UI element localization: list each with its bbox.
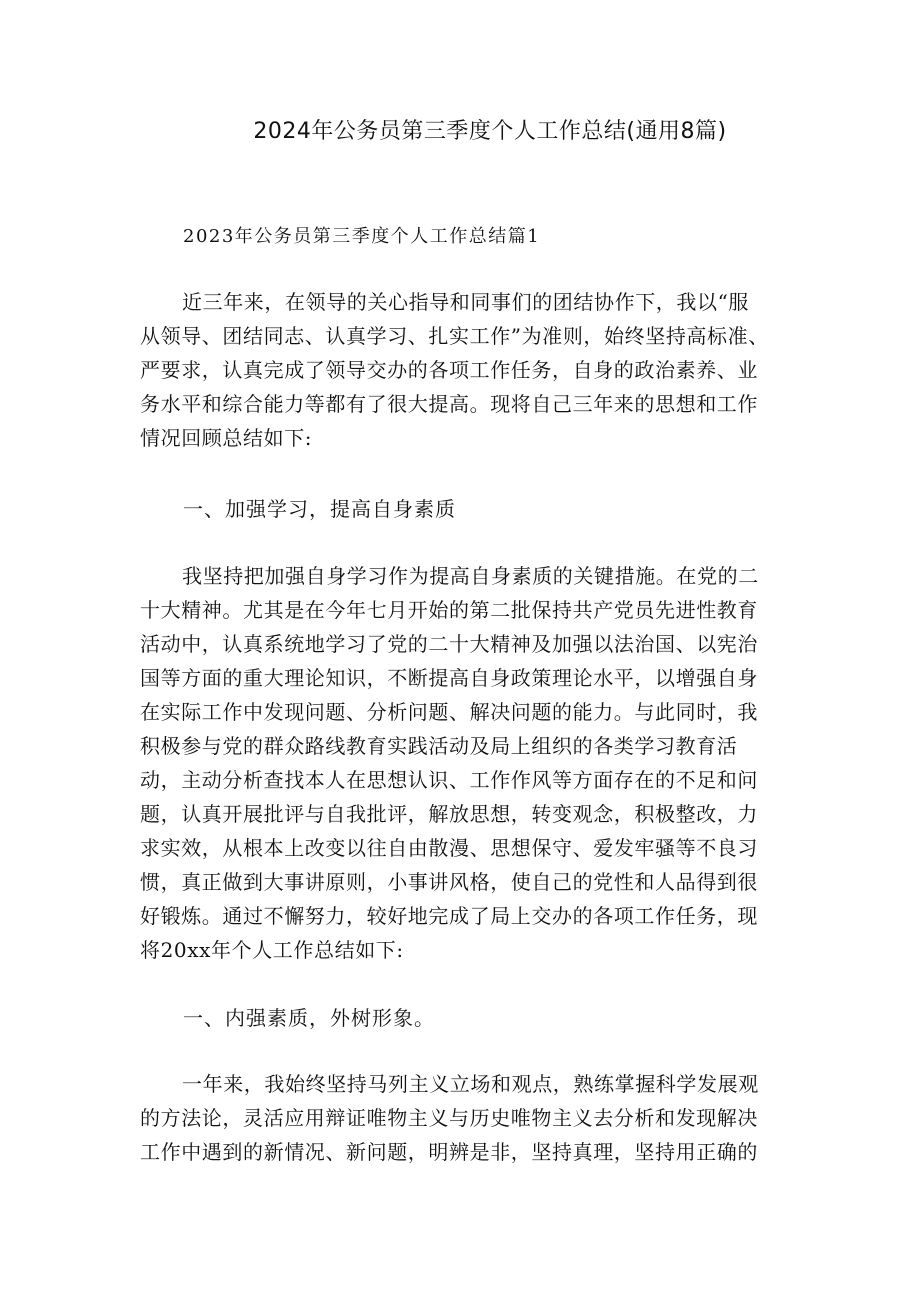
paragraph-line: 近三年来，在领导的关心指导和同事们的团结协作下，我以“服: [182, 290, 750, 314]
paragraph-line: 求实效，从根本上改变以往自由散漫、思想保守、爱发牢骚等不良习: [140, 836, 758, 860]
paragraph-line: 将20xx年个人工作总结如下:: [140, 938, 404, 962]
paragraph-line: 好锻炼。通过不懈努力，较好地完成了局上交办的各项工作任务，现: [140, 904, 758, 928]
paragraph-line: 一年来，我始终坚持马列主义立场和观点，熟练掌握科学发展观: [182, 1072, 759, 1096]
section-heading-2: 一、内强素质，外树形象。: [183, 1006, 435, 1030]
paragraph-line: 在实际工作中发现问题、分析问题、解决问题的能力。与此同时，我: [140, 700, 758, 724]
section-title: 2023年公务员第三季度个人工作总结篇1: [183, 226, 541, 247]
paragraph-line: 题，认真开展批评与自我批评，解放思想，转变观念，积极整改，力: [140, 802, 758, 826]
paragraph-line: 动，主动分析查找本人在思想认识、工作作风等方面存在的不足和问: [140, 768, 758, 792]
paragraph-line: 活动中，认真系统地学习了党的二十大精神及加强以法治国、以宪治: [140, 632, 758, 656]
paragraph-line: 的方法论，灵活应用辩证唯物主义与历史唯物主义去分析和发现解决: [140, 1106, 758, 1130]
paragraph-line: 严要求，认真完成了领导交办的各项工作任务，自身的政治素养、业: [140, 358, 758, 382]
paragraph-2: [140, 559, 780, 967]
paragraph-line: 我坚持把加强自身学习作为提高自身素质的关键措施。在党的二: [182, 564, 759, 588]
paragraph-line: 积极参与党的群众路线教育实践活动及局上组织的各类学习教育活: [140, 734, 738, 758]
paragraph-3: [140, 1067, 780, 1169]
section-heading-1: 一、加强学习，提高自身素质: [183, 497, 456, 521]
paragraph-1: [140, 285, 780, 455]
paragraph-line: 十大精神。尤其是在今年七月开始的第二批保持共产党员先进性教育: [140, 598, 758, 622]
document-title: 2024年公务员第三季度个人工作总结(通用8篇): [253, 119, 727, 144]
paragraph-line: 情况回顾总结如下:: [140, 426, 313, 450]
paragraph-line: 从领导、团结同志、认真学习、扎实工作”为准则，始终坚持高标准、: [140, 324, 769, 348]
paragraph-line: 工作中遇到的新情况、新问题，明辨是非，坚持真理，坚持用正确的: [140, 1140, 758, 1164]
paragraph-line: 国等方面的重大理论知识，不断提高自身政策理论水平，以增强自身: [140, 666, 758, 690]
paragraph-line: 惯，真正做到大事讲原则，小事讲风格，使自己的党性和人品得到很: [140, 870, 758, 894]
paragraph-line: 务水平和综合能力等都有了很大提高。现将自己三年来的思想和工作: [140, 392, 758, 416]
